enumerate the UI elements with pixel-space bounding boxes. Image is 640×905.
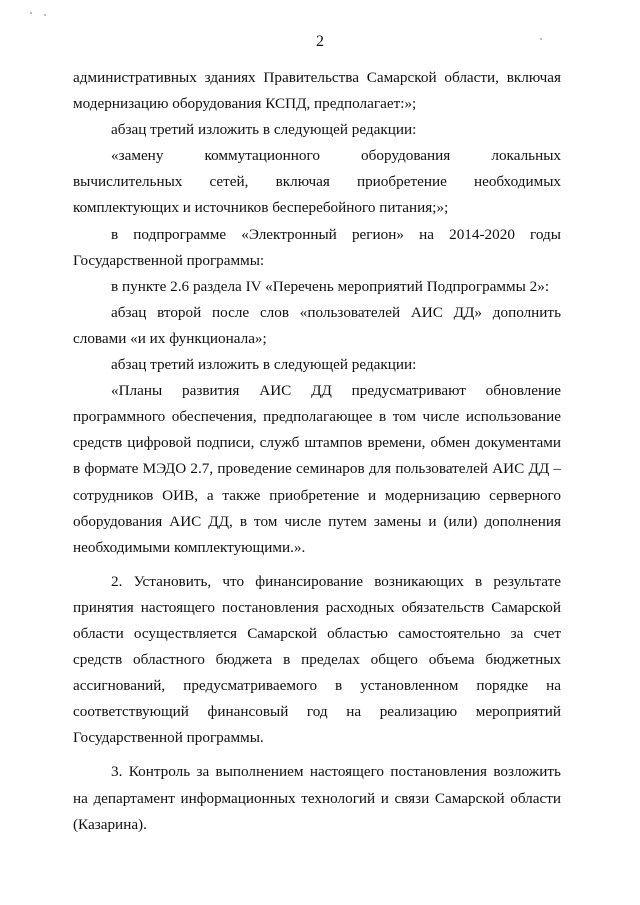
page-number: 2 xyxy=(316,33,324,50)
paragraph: абзац второй после слов «пользователей АИС ДД» дополнить словами «и их функционала»; xyxy=(73,303,561,347)
paragraph: в подпрограмме «Электронный регион» на 2014-2020 годы Государственной программы: xyxy=(73,225,561,269)
paragraph: в пункте 2.6 раздела IV «Перечень мероприятий Подпрограммы 2»: xyxy=(111,277,550,295)
paragraph-clause-2: 2. Установить, что финансирование возникающих в результате принятия настоящего постановления расходных обязательств Самарской области осуществляется Самарской областью самостоятельно за счет средств областного бюджета в пределах общего объема бюджетных ассигнований, предусматриваемого в установленном порядке на соответствующий финансовый год на реализацию мероприятий Государственной программы. xyxy=(73,572,561,747)
paragraph-continuation: административных зданиях Правительства Самарской области, включая модернизацию оборудования КСПД, предполагает:»; xyxy=(73,69,561,113)
paragraph: абзац третий изложить в следующей редакции: xyxy=(111,121,417,139)
document-body xyxy=(73,65,561,838)
paragraph: абзац третий изложить в следующей редакции: xyxy=(111,356,417,374)
paragraph-clause-3: 3. Контроль за выполнением настоящего постановления возложить на департамент информационных технологий и связи Самарской области (Казарина). xyxy=(73,763,561,833)
paragraph: «замену коммутационного оборудования локальных вычислительных сетей, включая приобретение необходимых комплектующих и источников бесперебойного питания;»; xyxy=(73,147,561,217)
scan-speck xyxy=(30,12,32,14)
scan-speck xyxy=(44,14,46,16)
paragraph: «Планы развития АИС ДД предусматривают обновление программного обеспечения, предполагающее в том числе использование средств цифровой подписи, служб штампов времени, обмен документами в формате МЭДО 2.7, проведение семинаров для пользователей АИС ДД – сотрудников ОИВ, а также приобретение и модернизацию серверного оборудования АИС ДД, в том числе путем замены и (или) дополнения необходимыми комплектующими.». xyxy=(73,382,561,556)
